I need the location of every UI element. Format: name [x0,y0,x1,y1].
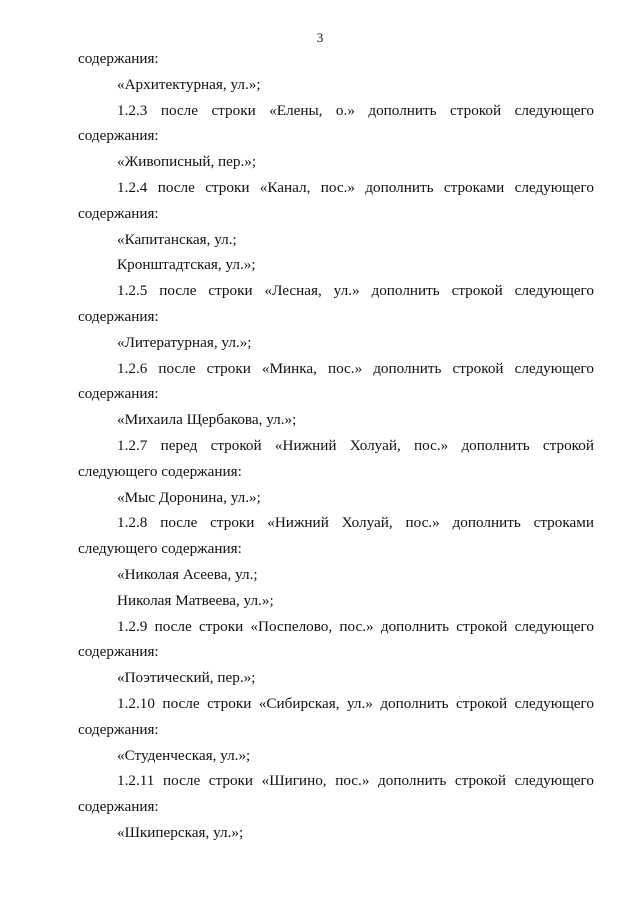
paragraph: 1.2.9 после строки «Поспелово, пос.» дополнить строкой следующего содержания: [78,617,594,661]
paragraph: «Шкиперская, ул.»; [117,823,244,841]
paragraph: 1.2.7 перед строкой «Нижний Холуай, пос.» дополнить строкой следующего содержания: [78,436,594,480]
paragraph: 1.2.4 после строки «Канал, пос.» дополнить строками следующего содержания: [78,178,594,222]
paragraph: Николая Матвеева, ул.»; [117,591,274,609]
paragraph: «Мыс Доронина, ул.»; [117,488,261,506]
paragraph: 1.2.6 после строки «Минка, пос.» дополнить строкой следующего содержания: [78,359,594,403]
paragraph: «Студенческая, ул.»; [117,746,251,764]
paragraph: «Капитанская, ул.; [117,230,237,248]
paragraph: 1.2.10 после строки «Сибирская, ул.» дополнить строкой следующего содержания: [78,694,594,738]
paragraph: «Поэтический, пер.»; [117,669,256,687]
paragraph: «Михаила Щербакова, ул.»; [117,411,297,429]
document-body [78,46,594,846]
paragraph: Кронштадтская, ул.»; [117,256,256,274]
paragraph: 1.2.3 после строки «Елены, о.» дополнить строкой следующего содержания: [78,101,594,145]
paragraph: «Живописный, пер.»; [117,153,257,171]
paragraph: 1.2.8 после строки «Нижний Холуай, пос.» дополнить строками следующего содержания: [78,514,594,558]
page-number: 3 [316,30,324,45]
paragraph: 1.2.11 после строки «Шигино, пос.» дополнить строкой следующего содержания: [78,772,594,816]
paragraph: «Литературная, ул.»; [117,333,252,351]
paragraph: 1.2.5 после строки «Лесная, ул.» дополнить строкой следующего содержания: [78,282,594,325]
paragraph: «Архитектурная, ул.»; [117,75,261,93]
paragraph: содержания: [78,50,159,67]
paragraph: «Николая Асеева, ул.; [117,565,258,583]
